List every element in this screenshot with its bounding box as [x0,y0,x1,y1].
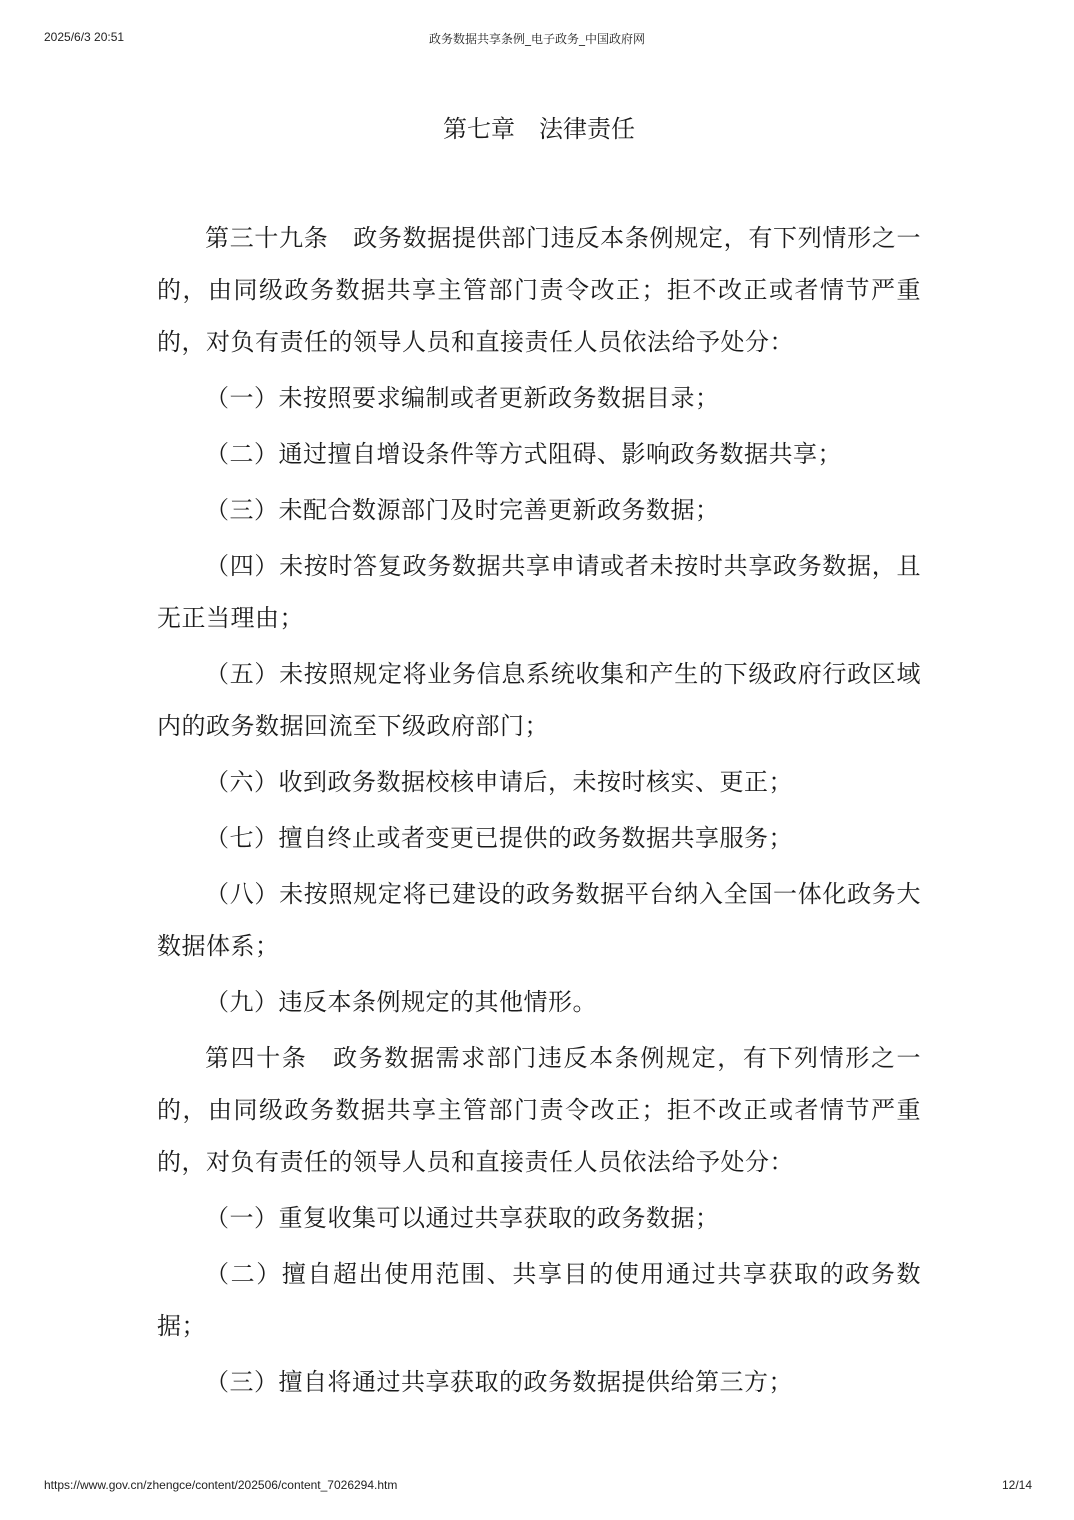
chapter-title: 第七章 法律责任 [443,115,635,143]
article-39-item-7: （七）擅自终止或者变更已提供的政务数据共享服务； [205,824,793,852]
document-body [157,108,921,1412]
print-datetime: 2025/6/3 20:51 [44,30,125,44]
article-39-item-2: （二）通过擅自增设条件等方式阻碍、影响政务数据共享； [205,440,842,468]
article-39-item-4: （四）未按时答复政务数据共享申请或者未按时共享政务数据，且无正当理由； [157,552,921,632]
print-page-number: 12/14 [1001,1478,1032,1492]
article-39-item-6: （六）收到政务数据校核申请后，未按时核实、更正； [205,768,793,796]
article-39 [157,212,921,368]
article-39-item-3: （三）未配合数源部门及时完善更新政务数据； [205,496,720,524]
article-39-item-5: （五）未按照规定将业务信息系统收集和产生的下级政府行政区域内的政务数据回流至下级政府部门； [157,660,921,740]
article-40-number: 第四十条 [205,1044,334,1072]
article-40 [157,1032,921,1188]
article-39-number: 第三十九条 [205,224,354,252]
article-40-body: 政务数据需求部门违反本条例规定，有下列情形之一的，由同级政务数据共享主管部门责令改正；拒不改正或者情节严重的，对负有责任的领导人员和直接责任人员依法给予处分： [157,1044,922,1176]
article-39-item-8: （八）未按照规定将已建设的政务数据平台纳入全国一体化政务大数据体系； [157,880,921,960]
article-40-item-2: （二）擅自超出使用范围、共享目的使用通过共享获取的政务数据； [157,1260,921,1340]
article-40-item-3: （三）擅自将通过共享获取的政务数据提供给第三方； [205,1368,793,1396]
article-39-body: 政务数据提供部门违反本条例规定，有下列情形之一的，由同级政务数据共享主管部门责令改正；拒不改正或者情节严重的，对负有责任的领导人员和直接责任人员依法给予处分： [157,224,922,356]
print-page-title: 政务数据共享条例_电子政务_中国政府网 [428,32,645,46]
article-39-item-1: （一）未按照要求编制或者更新政务数据目录； [205,384,720,412]
print-url: https://www.gov.cn/zhengce/content/202506/content_7026294.htm [44,1478,398,1492]
article-39-item-9: （九）违反本条例规定的其他情形。 [205,988,597,1016]
article-40-item-1: （一）重复收集可以通过共享获取的政务数据； [205,1204,720,1232]
